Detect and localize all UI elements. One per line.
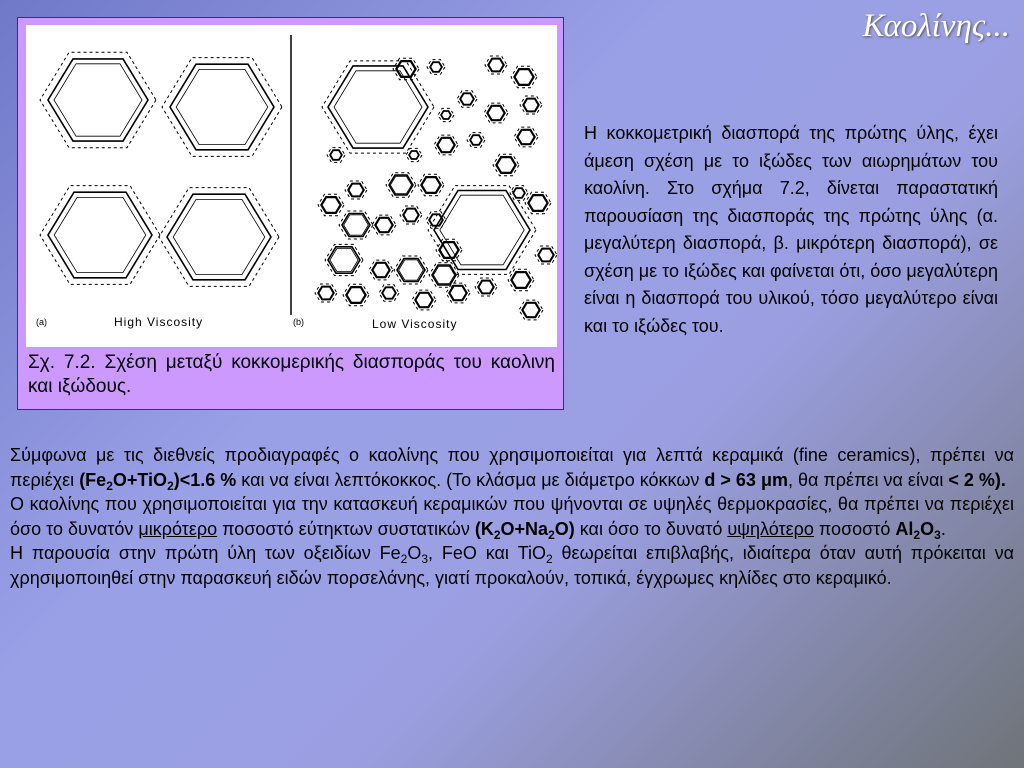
particle-hexagon [318,286,334,299]
particle-hexagon [167,194,271,280]
figure-panel [17,17,564,410]
paragraph-oxides: Η παρουσία στην πρώτη ύλη των οξειδίων $Fe_2O_3$, FeO και TiO$_2$ θεωρείται επιβλαβής, ιδιαίτερα όταν αυτή πρόκειται να χρησιμοποιηθεί στην παρασκευή ειδών πορσελάνης, γιατί προκαλούν, τοπικά, έγχρωμες κηλίδες στο κεραμικό. [10,543,1014,588]
particle-hexagon-inner [54,64,142,136]
viscosity-diagram-svg [26,25,557,347]
particle-hexagon-inner [515,70,533,84]
panel-b-label: Low Viscosity [372,317,458,331]
particle-hexagon-inner [497,158,515,172]
particle-hexagon [470,135,482,145]
particle-hexagon [372,263,390,278]
particle-hexagon-inner [344,215,369,235]
particle-hexagon [441,111,451,119]
particle-hexagon-inner [347,288,365,302]
particle-hexagon [382,287,396,299]
particle-hexagon-inner [479,281,493,293]
particle-hexagon-inner [524,99,538,111]
particle-hexagon-inner [410,151,419,158]
particle-hexagon-inner [512,273,530,287]
particle-hexagon [523,98,539,111]
particle-group [40,52,557,320]
particle-hexagon-inner [54,197,146,272]
particle-hexagon-inner [523,304,539,317]
particle-hexagon-inner [488,107,504,120]
particle-hexagon [460,93,474,105]
particle-halo [322,61,434,153]
panel-b-letter: (b) [293,317,304,327]
particle-hexagon-inner [397,62,415,76]
particle-halo [159,188,279,287]
particle-hexagon-inner [438,139,454,152]
particle-hexagon-inner [422,178,440,192]
particle-hexagon [346,287,366,303]
particle-hexagon [321,197,341,213]
paragraph-specifications: Σύμφωνα με τις διεθνείς προδιαγραφές ο καολίνης που χρησιμοποιείται για λεπτά κεραμικά (fine ceramics), πρέπει να περιέχει $(Fe_2O+TiO_2)<1.6$ % και να είναι λεπτόκοκκος. (Το κλάσμα με διάμετρο κόκκων d > 63 μm, θα πρέπει να είναι < 2 %). [10,445,1014,493]
particle-hexagon-inner [518,131,534,144]
particle-hexagon-inner [349,184,363,196]
particle-hexagon-inner [404,209,418,221]
particle-hexagon-inner [334,71,422,143]
particle-hexagon [409,151,419,159]
particle-hexagon [389,175,413,195]
particle-hexagon [430,62,442,72]
particle-hexagon [528,195,548,211]
particle-hexagon [514,69,534,85]
particle-hexagon [449,286,467,301]
particle-hexagon-inner [176,69,268,144]
particle-hexagon-inner [173,199,265,274]
particle-hexagon [538,248,554,261]
particle-hexagon [415,293,433,308]
particle-hexagon [478,280,494,293]
particle-hexagon-inner [330,248,358,271]
particle-hexagon-inner [399,260,424,280]
particle-hexagon [522,303,540,318]
particle-hexagon [488,58,504,71]
particle-hexagon-inner [461,94,473,104]
particle-hexagon-inner [383,288,395,298]
particle-hexagon-inner [450,287,466,300]
viscosity-diagram [26,25,557,347]
particle-hexagon-inner [376,219,392,232]
figure-caption: Σχ. 7.2. Σχέση μεταξύ κοκκομερικής διασποράς του καολινη και ιξώδους. [28,352,555,397]
particle-hexagon-inner [489,59,503,71]
particle-hexagon [396,61,416,77]
particle-hexagon [375,218,393,233]
particle-hexagon-inner [322,198,340,212]
particle-hexagon-inner [514,189,525,198]
particle-hexagon [48,59,148,141]
particle-hexagon [496,157,516,173]
particle-hexagon [432,265,456,285]
particle-hexagon [170,64,274,150]
particle-hexagon [328,247,360,273]
particle-halo [428,186,536,275]
particle-hexagon [328,66,428,148]
particle-hexagon [421,177,441,193]
particle-hexagon-inner [471,136,482,145]
particle-halo [162,58,282,157]
particle-hexagon [397,259,425,282]
particle-hexagon-inner [440,195,524,265]
particle-hexagon-inner [431,63,442,72]
particle-halo [325,244,363,275]
particle-hexagon-inner [319,287,333,299]
particle-hexagon-inner [442,111,451,118]
particle-hexagon [437,138,455,153]
particle-hexagon [342,214,370,237]
particle-hexagon [403,208,419,221]
particle-hexagon [513,188,525,198]
particle-halo [40,186,160,285]
particle-hexagon [511,272,531,288]
particle-hexagon [487,106,505,121]
particle-hexagon [330,150,342,160]
particle-hexagon-inner [539,249,553,261]
particle-hexagon [517,130,535,145]
panel-a-letter: (a) [36,317,47,327]
particle-halo [40,52,156,147]
particle-hexagon [348,183,364,196]
body-text [10,443,1014,590]
particle-hexagon-inner [331,151,342,160]
particle-hexagon-inner [416,294,432,307]
particle-hexagon-inner [373,264,389,277]
slide-title: Καολίνης... [862,8,1010,44]
particle-hexagon [48,192,152,278]
paragraph-high-temperature: Ο καολίνης που χρησιμοποιείται για την κατασκευή κεραμικών που ψήνονται σε υψηλές θερμοκρασίες, θα πρέπει να περιέχει όσο το δυνατόν μικρότερο ποσοστό εύτηκτων συστατικών $(K_2O+Na_2O)$ και όσο το δυνατό υψηλότερο ποσοστό $Al_2O_3$. [10,494,1014,542]
particle-hexagon-inner [529,196,547,210]
panel-a-label: High Viscosity [114,315,204,329]
side-paragraph: Η κοκκομετρική διασπορά της πρώτης ύλης, έχει άμεση σχέση με το ιξώδες των αιωρημάτων του καολίνη. Στο σχήμα 7.2, δίνεται παραστατική παρουσίαση της διασποράς της πρώτης ύλης (α. μεγαλύτερη διασπορά, β. μικρότερη διασπορά), σε σχέση με το ιξώδες και φαίνεται ότι, όσο μεγαλύτερη είναι η διασπορά του υλικού, τόσο μεγαλύτερο είναι και το ιξώδες του. [584,123,998,336]
